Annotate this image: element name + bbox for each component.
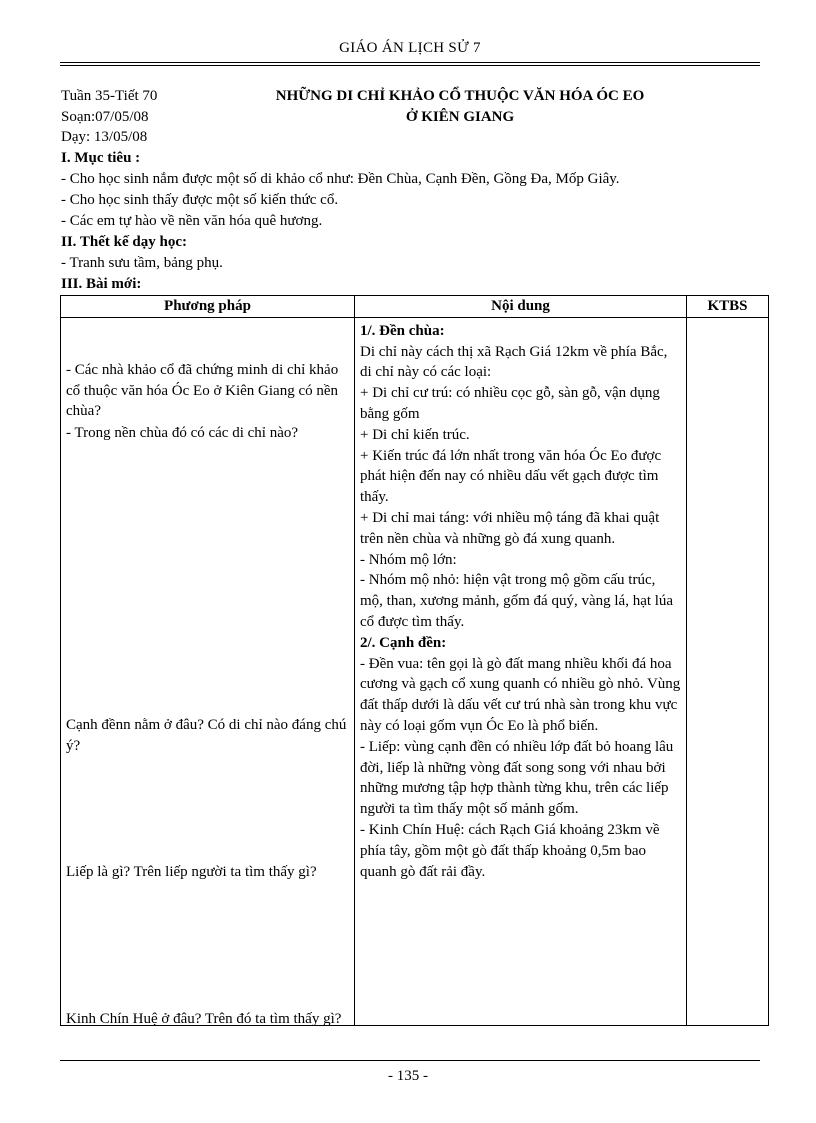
column-header-content: Nội dung — [355, 296, 687, 318]
question-4: Liếp là gì? Trên liếp người ta tìm thấy gì? — [66, 863, 317, 880]
column-header-ktbs: KTBS — [687, 296, 769, 318]
subheading-den-chua: 1/. Đền chùa: — [360, 322, 445, 339]
lesson-body — [61, 148, 761, 295]
header-divider — [60, 62, 760, 66]
lesson-meta — [61, 86, 157, 148]
content-line: + Di chỉ kiến trúc. — [360, 426, 470, 443]
page-number: - 135 - — [388, 1068, 428, 1084]
lesson-table — [60, 295, 769, 1026]
lesson-title-line1: NHỮNG DI CHỈ KHẢO CỔ THUỘC VĂN HÓA ÓC EO — [275, 88, 645, 104]
content-line: - Kinh Chín Huệ: cách Rạch Giá khoảng 23km về phía tây, gồm một gò đất thấp khoảng 0,5m bao quanh gò đất rải đầy. — [360, 821, 660, 880]
column-header-method: Phương pháp — [61, 296, 355, 318]
content-line: - Nhóm mộ nhỏ: hiện vật trong mộ gồm cấu trúc, mộ, than, xương mảnh, gốm đá quý, vàng lá, hạt lúa cổ được tìm thấy. — [360, 572, 674, 630]
ktbs-cell — [687, 317, 769, 1025]
design-item: - Tranh sưu tầm, bảng phụ. — [61, 255, 223, 271]
page-header-title: GIÁO ÁN LỊCH SỬ 7 — [339, 40, 481, 56]
table-row — [61, 317, 769, 1025]
method-cell — [61, 317, 355, 1025]
lesson-title-line2: Ở KIÊN GIANG — [405, 108, 515, 125]
prepared-date: Soạn:07/05/08 — [61, 108, 149, 125]
content-line: + Di chỉ mai táng: với nhiều mộ táng đã khai quật trên nền chùa và những gò đá xung quanh. — [360, 509, 660, 547]
question-3: Cạnh đềnn nằm ở đâu? Có di chỉ nào đáng chú ý? — [66, 716, 347, 754]
content-line: + Kiến trúc đá lớn nhất trong văn hóa Óc Eo được phát hiện đến nay có nhiều dấu vết gạch được tìm thấy. — [360, 447, 662, 506]
question-2: - Trong nền chùa đó có các di chỉ nào? — [66, 424, 299, 441]
content-cell — [355, 317, 687, 1025]
taught-date: Dạy: 13/05/08 — [61, 129, 148, 145]
section-objectives-heading: I. Mục tiêu : — [61, 150, 141, 166]
section-new-lesson-heading: III. Bài mới: — [61, 276, 142, 292]
table-header-row — [61, 296, 769, 318]
objective-item: - Cho học sinh thấy được một số kiến thức cổ. — [61, 192, 339, 208]
content-line: - Nhóm mộ lớn: — [360, 551, 457, 568]
subheading-canh-den: 2/. Cạnh đền: — [360, 634, 447, 651]
content-line: + Di chỉ cư trú: có nhiều cọc gỗ, sàn gỗ, vận dụng bằng gốm — [360, 385, 660, 422]
question-5: Kinh Chín Huệ ở đâu? Trên đó ta tìm thấy gì? — [66, 1010, 342, 1027]
section-design-heading: II. Thết kế dạy học: — [61, 234, 187, 250]
objective-item: - Các em tự hào về nền văn hóa quê hương. — [61, 213, 323, 229]
footer-divider — [60, 1060, 760, 1061]
objective-item: - Cho học sinh nắm được một số di khảo cổ như: Đền Chùa, Cạnh Đền, Gồng Đa, Mốp Giây. — [61, 171, 620, 187]
content-line: - Đền vua: tên gọi là gò đất mang nhiều khối đá hoa cương và gạch cổ xung quanh có nhiều gò nhỏ. Vùng đất thấp dưới là dấu vết cư trú nhà sàn trong khu vực này có loại gốm vụn Óc Eo là phổ biến. — [360, 655, 681, 734]
question-1: - Các nhà khảo cổ đã chứng minh di chỉ khảo cổ thuộc văn hóa Óc Eo ở Kiên Giang có nền chùa? — [66, 361, 339, 420]
lesson-title — [230, 86, 690, 127]
content-line: Di chỉ này cách thị xã Rạch Giá 12km về phía Bắc, di chỉ này có các loại: — [360, 343, 668, 381]
week-label: Tuần 35-Tiết 70 — [61, 88, 158, 104]
content-line: - Liếp: vùng cạnh đền có nhiều lớp đất bỏ hoang lâu đời, liếp là những vòng đất song song với nhau bởi những mương tập hợp thành từng khu, trên các liếp người ta tìm thấy một số mảnh gốm. — [360, 738, 674, 818]
